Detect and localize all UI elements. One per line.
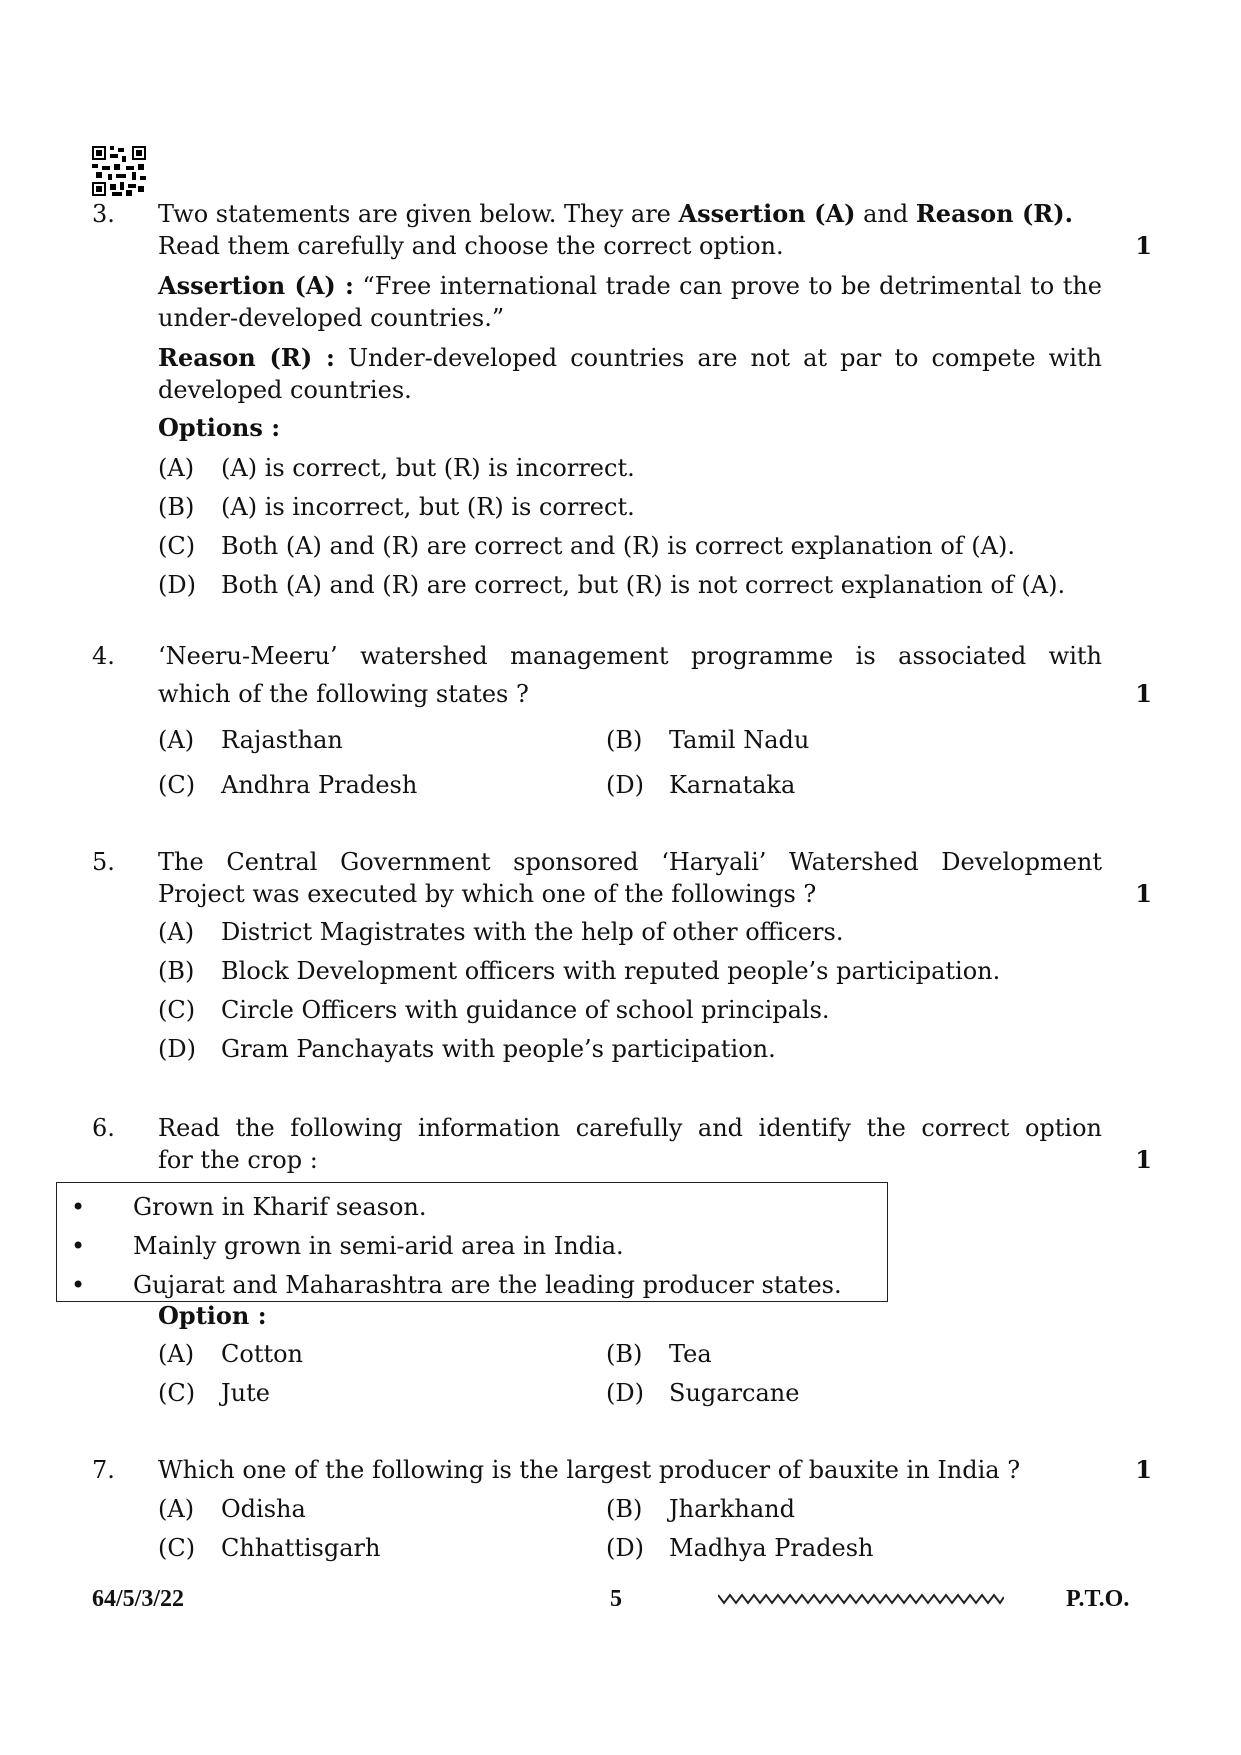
question-text-line2: Read them carefully and choose the correct option.: [158, 232, 784, 260]
marks: 1: [1135, 879, 1152, 908]
marks: 1: [1135, 679, 1152, 708]
exam-page: 3. Two statements are given below. They are Assertion (A) and Reason (R). Read them carefully and choose the correct option. 1 Assertion (A) : “Free international trade can prove to be detrimental to the under-developed countries.” Reason (R) : Under-developed countries are not at par to compete with developed countries. Options : (A) (A) is correct, but (R) is incorrect. (B) (A) is incorrect, but (R) is correct. (C) Both (A) and (R) are correct and (R) is correct explanation of (A). (D) Both (A) and (R) are correct, but (R) is not correct explanation of (A). 4. ‘Neeru-Meeru’ watershed management programme is associated with which of the following states ? 1 (A) Rajasthan (B) Tamil Nadu (C) Andhra Pradesh (D) Karnataka 5. The Central Government sponsored ‘Haryali’ Watershed Development Project was executed by which one of the followings ? 1 (A) District Magistrates with the help of other officers. (B) Block Development officers with reputed people’s participation. (C) Circle Officers with guidance of school principals. (D) Gram Panchayats with people’s participation. 6. Read the following information carefully and identify the correct option for the crop : 1 • Grown in Kharif season. • Mainly grown in semi-arid area in India. • Gujarat and Maharashtra are the leading producer states. Option : (A) Cotton (B) Tea (C) Jute (D) Sugarcane 7. Which one of the following is the largest producer of bauxite in India ? 1 (A) Odisha (B) Jharkhand (C) Chhattisgarh (D) Madhya Pradesh 64/5/3/22 5 P.T.O.: [0, 0, 1241, 1755]
marks: 1: [1135, 1455, 1152, 1484]
marks: 1: [1135, 231, 1152, 260]
question-text: ‘Neeru-Meeru’ watershed management programme is associated with: [158, 642, 1102, 670]
assertion-statement: Assertion (A) : “Free international trade can prove to be detrimental to the under-developed countries.”: [158, 271, 1102, 332]
paper-code: 64/5/3/22: [92, 1586, 185, 1612]
crop-info-box: • Grown in Kharif season. • Mainly grown in semi-arid area in India. • Gujarat and Maharashtra are the leading producer states.: [56, 1182, 888, 1302]
question-text: The Central Government sponsored ‘Haryali’ Watershed Development: [158, 848, 1102, 876]
marks: 1: [1135, 1145, 1152, 1174]
question-text: Two statements are given below. They are Assertion (A) and Reason (R).: [158, 199, 1073, 228]
page-number: 5: [610, 1586, 622, 1612]
question-text: Read the following information carefully and identify the correct option: [158, 1114, 1102, 1142]
question-number: 6.: [92, 1114, 115, 1142]
question-number: 5.: [92, 848, 115, 876]
reason-statement: Reason (R) : Under-developed countries are not at par to compete with developed countries.: [158, 343, 1102, 404]
reason-tag: Reason (R).: [915, 199, 1073, 228]
assertion-tag: Assertion (A): [678, 199, 856, 228]
question-number: 3.: [92, 200, 115, 228]
question-number: 4.: [92, 642, 115, 670]
question-text-line2: Project was executed by which one of the followings ?: [158, 880, 817, 908]
pto-label: P.T.O.: [1066, 1586, 1130, 1612]
question-text-line2: for the crop :: [158, 1146, 318, 1174]
options-heading: Options :: [158, 413, 281, 442]
question-text: Which one of the following is the largest producer of bauxite in India ?: [158, 1456, 1021, 1484]
bullet-icon: •: [71, 1193, 86, 1221]
option-heading: Option :: [158, 1301, 267, 1330]
bullet-icon: •: [71, 1271, 86, 1299]
question-number: 7.: [92, 1456, 115, 1484]
qr-code-icon: [92, 146, 146, 196]
question-text-line2: which of the following states ?: [158, 680, 529, 708]
bullet-icon: •: [71, 1232, 86, 1260]
wavy-line-icon: [718, 1592, 1004, 1606]
